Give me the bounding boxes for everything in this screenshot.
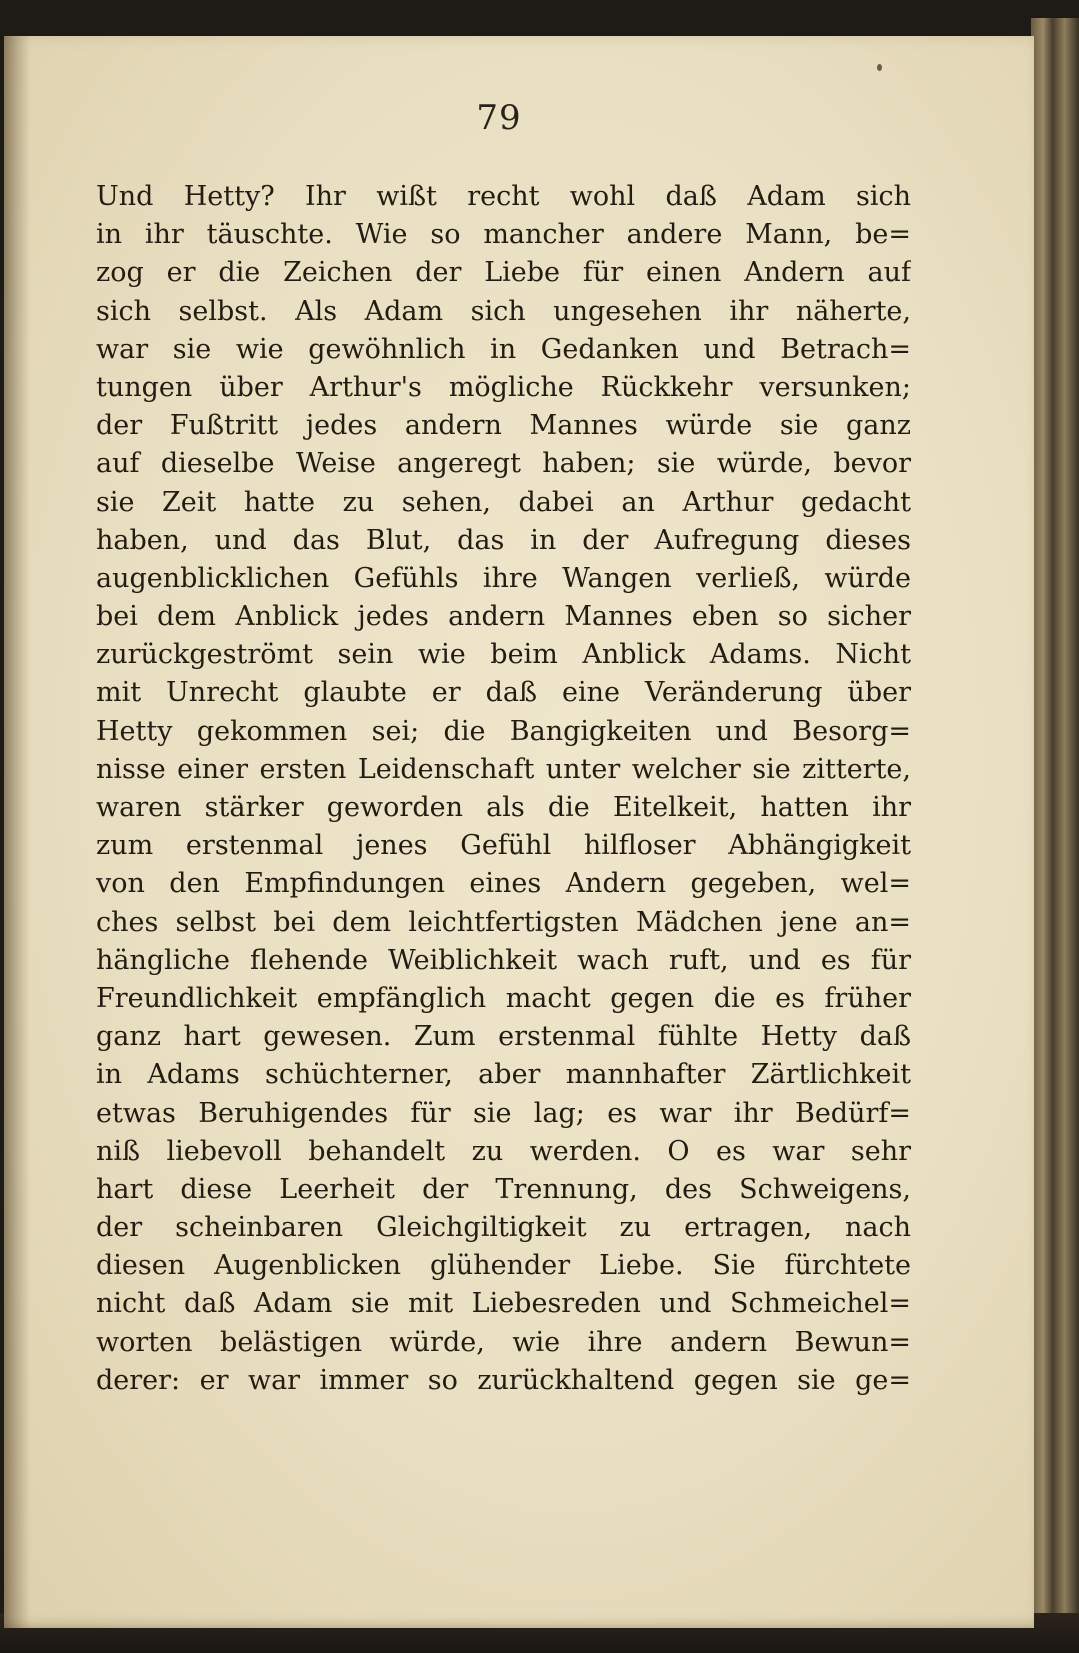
- page-paper: [4, 36, 1034, 1628]
- text-line: hängliche flehende Weiblichkeit wach ruft, und es für: [96, 944, 911, 976]
- book-page-edges: [1031, 18, 1079, 1638]
- text-line: diesen Augenblicken glühender Liebe. Sie fürchtete: [96, 1250, 911, 1282]
- text-line: auf dieselbe Weise angeregt haben; sie würde, bevor: [96, 448, 911, 480]
- text-line: ganz hart gewesen. Zum erstenmal fühlte Hetty daß: [96, 1021, 911, 1053]
- text-line: worten belästigen würde, wie ihre andern Bewun=: [96, 1326, 911, 1358]
- text-line: hart diese Leerheit der Trennung, des Schweigens,: [96, 1173, 911, 1205]
- text-line: zurückgeströmt sein wie beim Anblick Adams. Nicht: [96, 639, 911, 671]
- text-line: der scheinbaren Gleichgiltigkeit zu ertragen, nach: [96, 1212, 911, 1244]
- page-number: 79: [476, 98, 522, 138]
- body-text: [96, 178, 911, 1400]
- text-line: sich selbst. Als Adam sich ungesehen ihr näherte,: [96, 295, 911, 327]
- text-line: niß liebevoll behandelt zu werden. O es war sehr: [96, 1135, 911, 1167]
- text-line: nicht daß Adam sie mit Liebesreden und Schmeichel=: [96, 1288, 911, 1320]
- text-line: tungen über Arthur's mögliche Rückkehr versunken;: [96, 371, 911, 403]
- text-line: mit Unrecht glaubte er daß eine Veränderung über: [96, 677, 911, 709]
- text-line: war sie wie gewöhnlich in Gedanken und Betrach=: [96, 333, 911, 365]
- text-line: Hetty gekommen sei; die Bangigkeiten und Besorg=: [96, 715, 911, 747]
- text-line: von den Empfindungen eines Andern gegeben, wel=: [96, 868, 911, 900]
- text-line: haben, und das Blut, das in der Aufregung dieses: [96, 524, 911, 556]
- text-line: zum erstenmal jenes Gefühl hilfloser Abhängigkeit: [96, 830, 911, 862]
- text-line: etwas Beruhigendes für sie lag; es war ihr Bedürf=: [96, 1097, 911, 1129]
- text-line: in ihr täuschte. Wie so mancher andere Mann, be=: [96, 219, 911, 251]
- text-line: ches selbst bei dem leichtfertigsten Mädchen jene an=: [96, 906, 911, 938]
- text-line: in Adams schüchterner, aber mannhafter Zärtlichkeit: [96, 1059, 911, 1091]
- text-line: sie Zeit hatte zu sehen, dabei an Arthur gedacht: [96, 486, 911, 518]
- text-line: der Fußtritt jedes andern Mannes würde sie ganz: [96, 410, 911, 442]
- text-line: nisse einer ersten Leidenschaft unter welcher sie zitterte,: [96, 753, 911, 785]
- text-line: zog er die Zeichen der Liebe für einen Andern auf: [96, 257, 911, 289]
- text-line: Und Hetty? Ihr wißt recht wohl daß Adam sich: [96, 181, 911, 212]
- text-line: Freundlichkeit empfänglich macht gegen die es früher: [96, 982, 911, 1014]
- text-line: bei dem Anblick jedes andern Mannes eben so sicher: [96, 601, 911, 633]
- paper-speck: [877, 64, 882, 71]
- text-line: derer: er war immer so zurückhaltend gegen sie ge=: [96, 1364, 911, 1396]
- text-line: waren stärker geworden als die Eitelkeit, hatten ihr: [96, 792, 911, 823]
- text-line: augenblicklichen Gefühls ihre Wangen verließ, würde: [96, 562, 911, 594]
- spine-shadow: [4, 36, 30, 1628]
